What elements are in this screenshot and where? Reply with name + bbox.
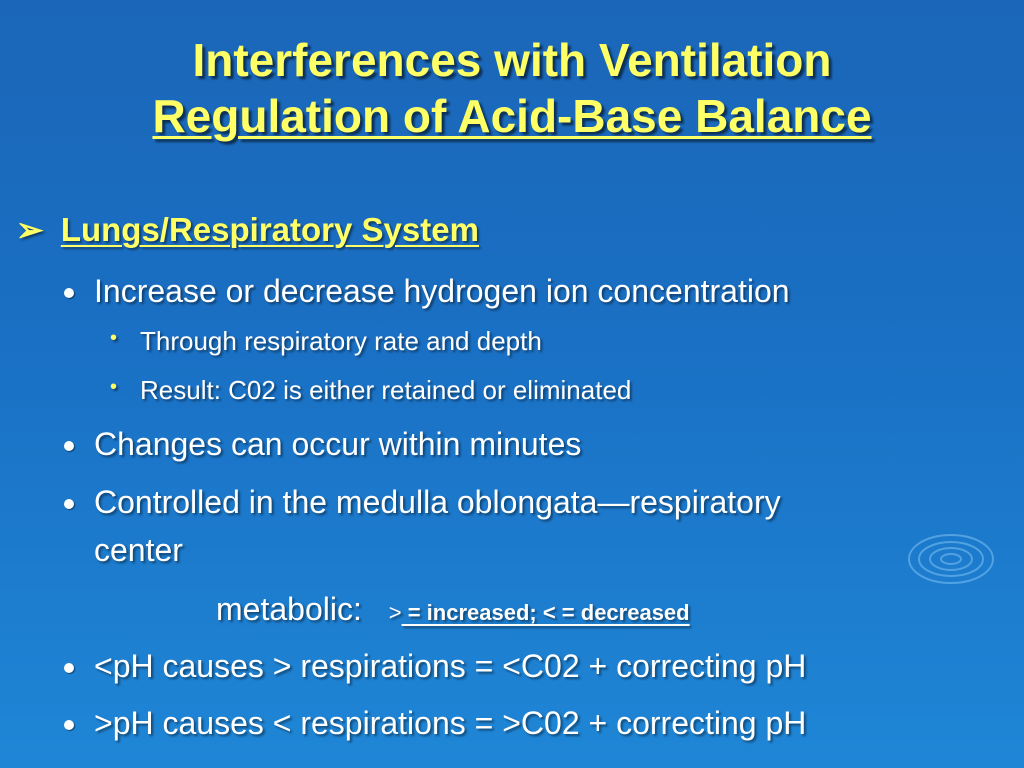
list-item-text: >pH causes < respirations = >C02 + correcting pH bbox=[94, 705, 807, 741]
dot-bullet-icon bbox=[64, 441, 74, 451]
section-heading: Lungs/Respiratory System bbox=[60, 211, 479, 248]
list-item-text-continuation: center bbox=[94, 532, 183, 568]
list-item-text: Changes can occur within minutes bbox=[94, 426, 582, 462]
arrow-bullet-icon: ➢ bbox=[16, 211, 44, 248]
title-line-1: Interferences with Ventilation bbox=[192, 34, 832, 86]
list-item-text: Controlled in the medulla oblongata—respiratory bbox=[94, 484, 781, 520]
dot-bullet-icon bbox=[64, 288, 74, 298]
metabolic-note: = increased; < = decreased bbox=[401, 600, 690, 625]
metabolic-symbol: > bbox=[388, 600, 402, 625]
small-dot-bullet-icon: • bbox=[110, 327, 118, 349]
section-heading-row bbox=[16, 210, 479, 249]
dot-bullet-icon bbox=[64, 499, 74, 509]
title-line-2: Regulation of Acid-Base Balance bbox=[152, 90, 872, 142]
dot-bullet-icon bbox=[64, 720, 74, 730]
list-item-text: Result: C02 is either retained or eliminated bbox=[140, 375, 632, 405]
list-item-text: <pH causes > respirations = <C02 + correcting pH bbox=[94, 648, 807, 684]
list-item-text: Increase or decrease hydrogen ion concentration bbox=[94, 273, 790, 309]
small-dot-bullet-icon: • bbox=[110, 376, 118, 398]
list-item-text: Through respiratory rate and depth bbox=[140, 326, 542, 356]
dot-bullet-icon bbox=[64, 663, 74, 673]
metabolic-note-row bbox=[216, 591, 690, 628]
metabolic-label: metabolic: bbox=[216, 591, 362, 627]
